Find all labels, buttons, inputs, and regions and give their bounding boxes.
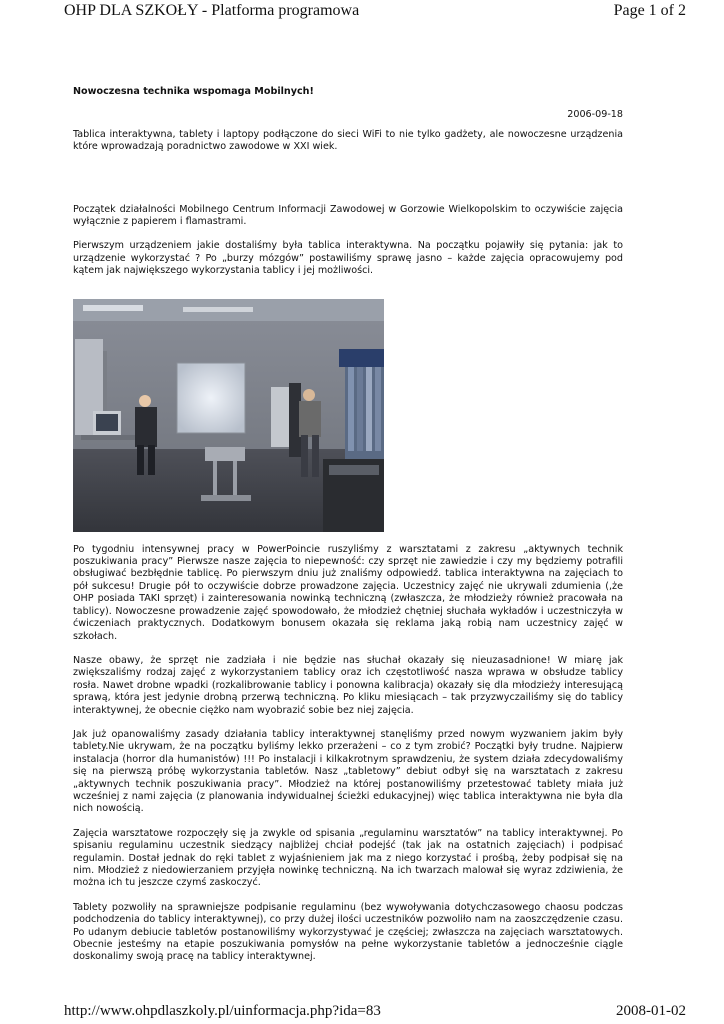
article-paragraph-7: Zajęcia warsztatowe rozpoczęły się ja zwykle od spisania „regulaminu warsztatów” na tablicy interaktywnej. Po spisaniu regulaminu uczestnik siedzący najbliżej chciał podejść (tak jak na ostatnich zajęciach) i podpisać regulamin. Dostał jednak do ręki tablet z wyjaśnieniem jak ma z niego korzystać i prośbą, żeby podpisał się na nim. Młodzież z niedowierzaniem przyjęła nowinkę techniczną. Na ich twarzach malował się wyraz zdziwienia, że można ich tu jeszcze czymś zaskoczyć. [73,827,623,889]
header-page-number: Page 1 of 2 [613,2,686,19]
article-paragraph-3: Pierwszym urządzeniem jakie dostaliśmy była tablica interaktywna. Na początku pojawiły się pytania: jak to urządzenie wykorzystać ? Po „burzy mózgów” postawiliśmy sprawę jasno – każde zajęcia opracowujemy pod kątem jak największego wykorzystania tablicy i jej możliwości. [73,240,623,277]
article-paragraph-6: Jak już opanowaliśmy zasady działania tablicy interaktywnej stanęliśmy przed nowym wyzwaniem jakim były tablety.Nie ukrywam, że na początku byliśmy lekko przerażeni – co z tym zrobić? Początki były trudne. Najpierw instalacja (horror dla humanistów) !!! Po instalacji i kilkakrotnym sprawdzeniu, że system działa zdecydowaliśmy się na pierwszą próbę wykorzystania tabletów. Nasz „tabletowy” debiut odbył się na warsztatach z zakresu „aktywnych technik poszukiwania pracy”. Młodzież na której postanowiliśmy przetestować tablety miała już wcześniej z nami zajęcia (z planowania indywidualnej ścieżki edukacyjnej) więc tablica interaktywna nie była dla nich nowością. [73,728,623,815]
article-paragraph-4: Po tygodniu intensywnej pracy w PowerPoincie ruszyliśmy z warsztatami z zakresu „aktywnych technik poszukiwania pracy” Pierwsze nasze zajęcia to niepewność: czy sprzęt nie zawiedzie i czy my będziemy potrafili obsługiwać bezbłędnie tablicę. Po pierwszym dniu już znaliśmy odpowiedź. tablica interaktywna na zajęciach to pół sukcesu! Drugie pół to oczywiście dobrze prowadzone zajęcia. Uczestnicy zajęć nie ukrywali zdumienia (,że OHP posiada TAKI sprzęt) i zainteresowania nowinką techniczną (zwłaszcza, że młodzieży również pracowała na tablicy). Nowoczesne prowadzenie zajęć spowodowało, że młodzież chętniej słuchała wykładów i uczestniczyła w ćwiczeniach praktycznych. Dodatkowym bonusem okazała się reklama jaką robią nam uczestnicy zajęć w szkołach. [73,543,623,642]
article-paragraph-1: Tablica interaktywna, tablety i laptopy podłączone do sieci WiFi to nie tylko gadżety, ale nowoczesne urządzenia które wprowadzają poradnictwo zawodowe w XXI wiek. [73,128,623,153]
header-title: OHP DLA SZKOŁY - Platforma programowa [64,2,360,19]
article-paragraph-2: Początek działalności Mobilnego Centrum Informacji Zawodowej w Gorzowie Wielkopolskim to oczywiście zajęcia wyłącznie z papierem i flamastrami. [73,203,623,228]
article-date: 2006-09-18 [567,109,623,121]
article-paragraph-5: Nasze obawy, że sprzęt nie zadziała i nie będzie nas słuchał okazały się nieuzasadnione! W miarę jak zwiększaliśmy rodzaj zajęć z wykorzystaniem tablicy oraz ich częstotliwość nasza wprawa w obsłudze tablicy rosła. Nawet drobne wpadki (rozkalibrowanie tablicy i ponowna kalibracja) okazały się dla młodzieży interesującą sprawą, która jest jedynie drobną przerwą techniczną. Po kliku miesiącach – tak przyzwyczailiśmy się do tablicy interaktywnej, że obecnie ciężko nam wyobrazić sobie bez niej zajęcia. [73,654,623,716]
article-title: Nowoczesna technika wspomaga Mobilnych! [73,86,314,97]
footer-date: 2008-01-02 [616,1003,686,1019]
print-header [0,2,724,22]
footer-url: http://www.ohpdlaszkoly.pl/uinformacja.php?ida=83 [64,1003,381,1019]
classroom-photo [73,299,384,532]
article-paragraph-8: Tablety pozwoliły na sprawniejsze podpisanie regulaminu (bez wywoływania dotychczasowego chaosu podczas podchodzenia do tablicy interaktywnej), co przy dużej ilości uczestników pozwoliło nam na zaoszczędzenie czasu. Po udanym debiucie tabletów postanowiliśmy wykorzystywać je częściej; zwłaszcza na zajęciach warsztatowych. Obecnie jesteśmy na etapie poszukiwania pomysłów na pełne wykorzystanie tabletów a jednocześnie ciągle doskonalimy swoją pracę na tablicy interaktywnej. [73,901,623,963]
print-footer [0,1003,724,1023]
